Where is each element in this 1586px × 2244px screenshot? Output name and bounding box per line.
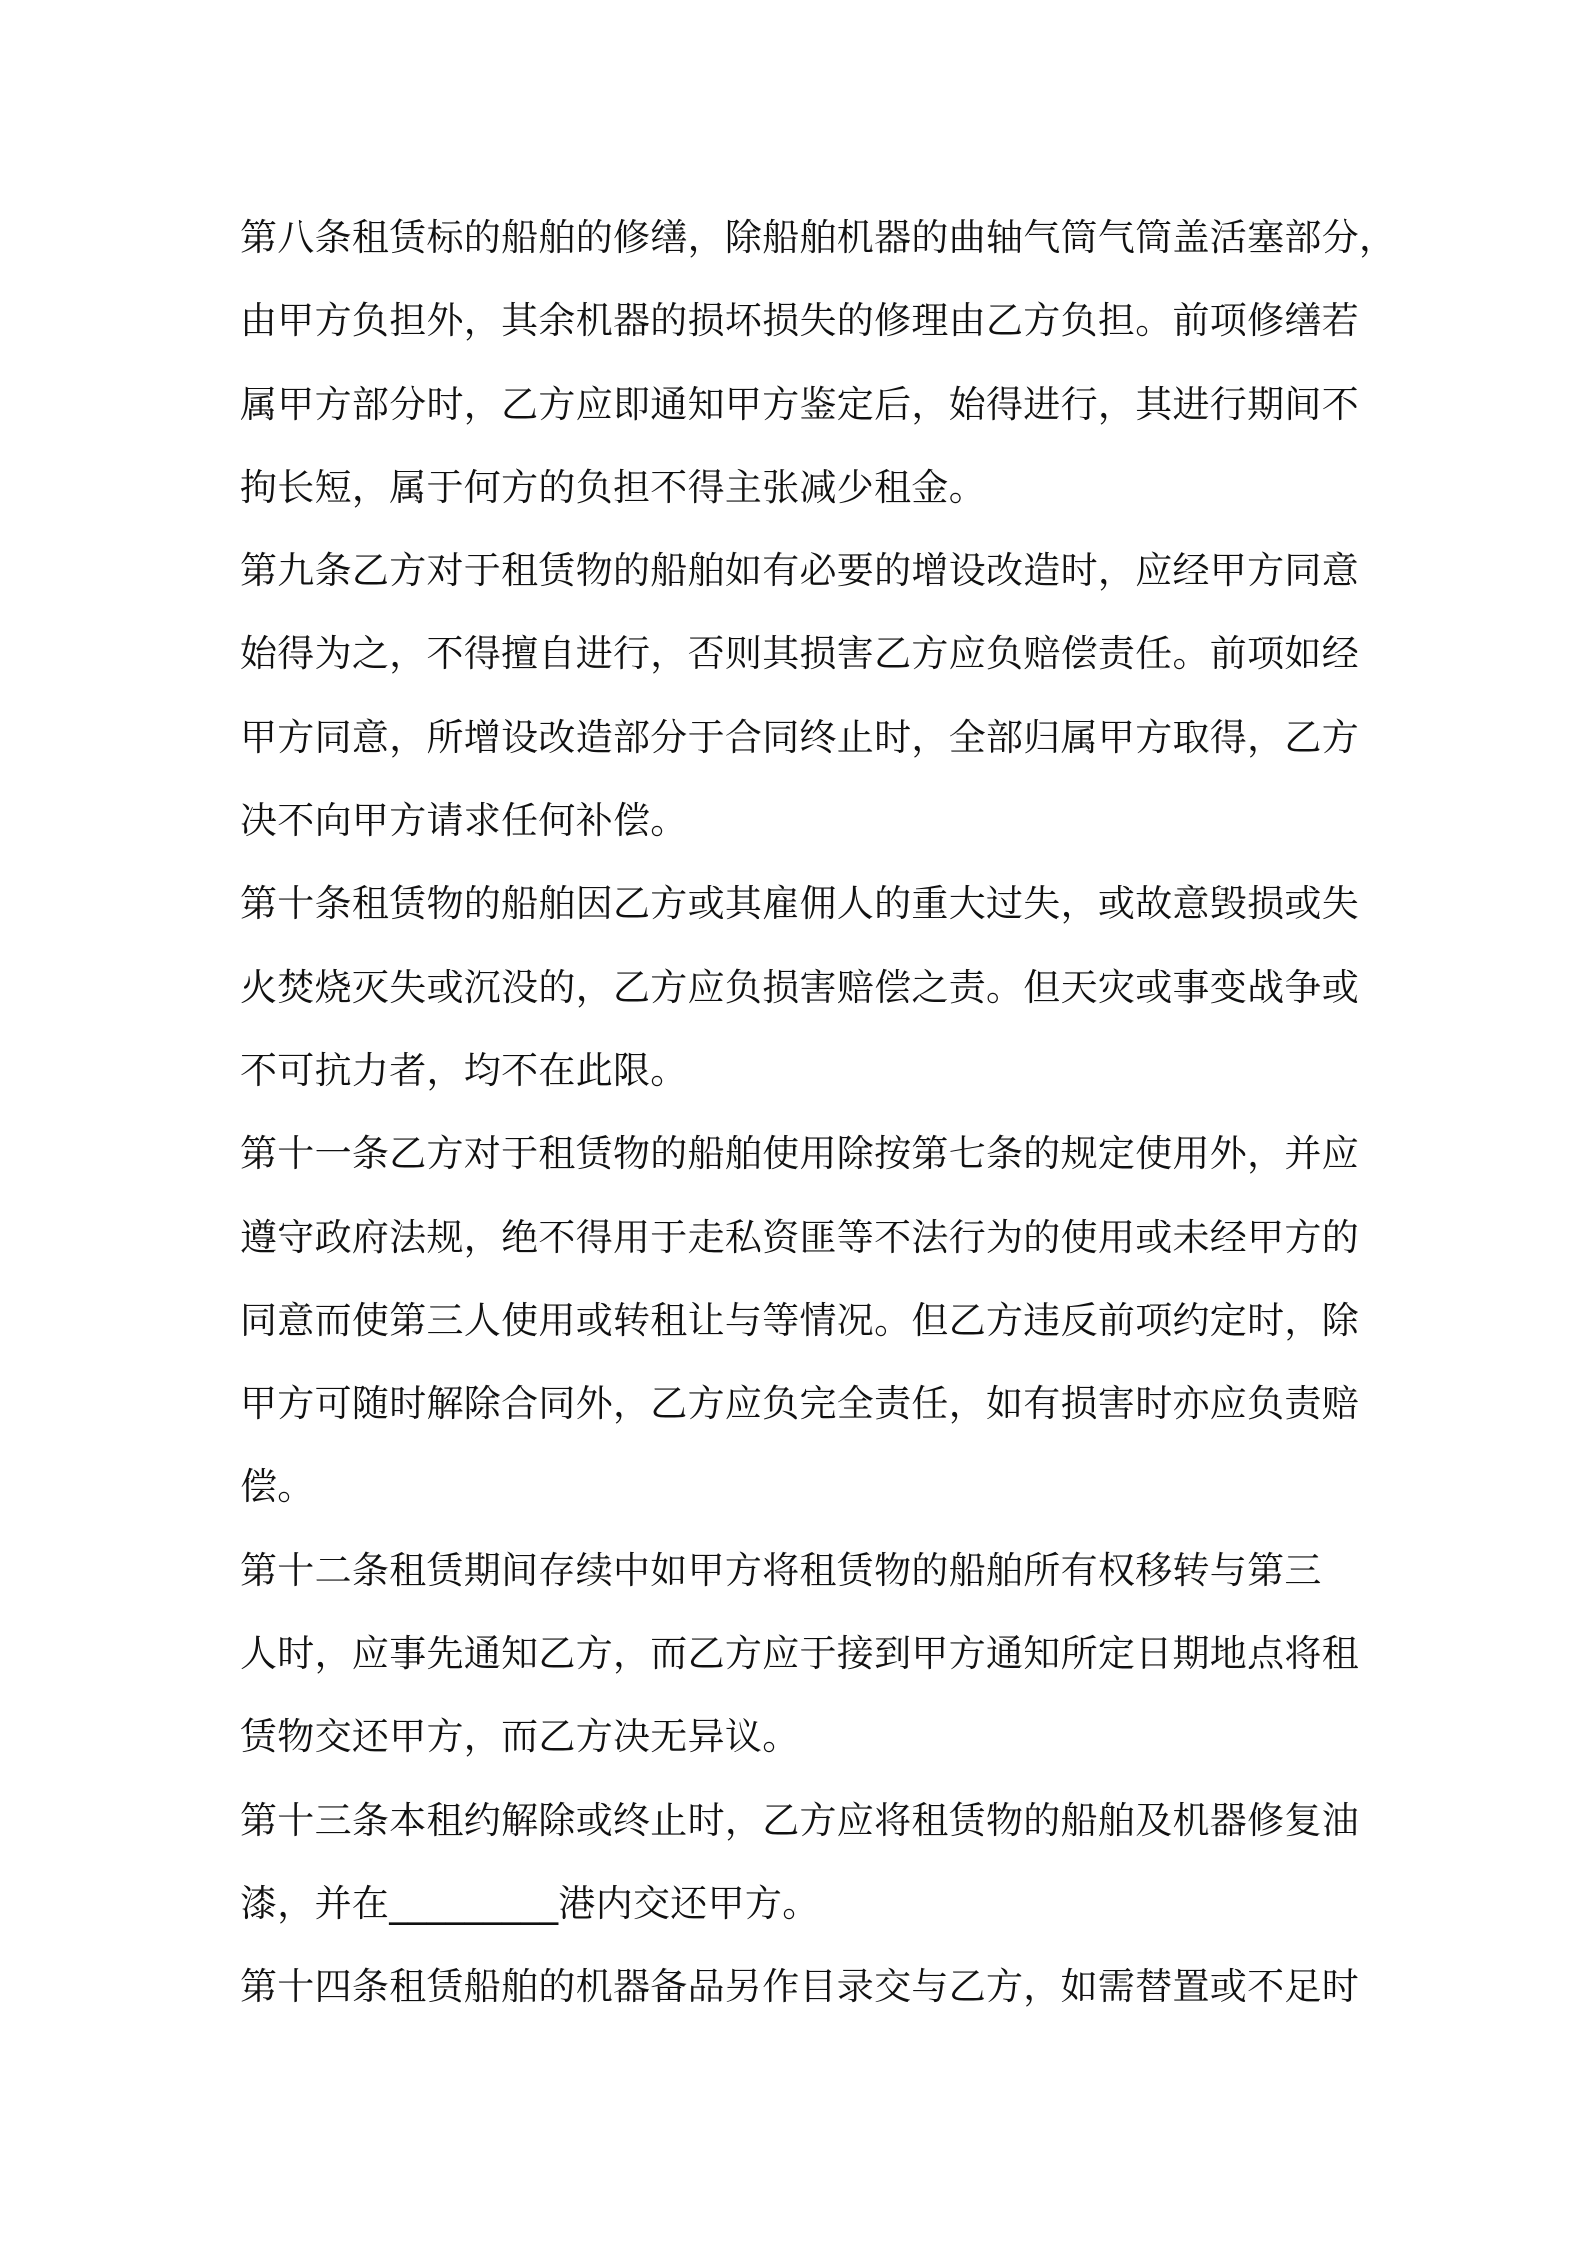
text-line: 火焚烧灭失或沉没的，乙方应负损害赔偿之责。但天灾或事变战争或 <box>240 965 1359 1009</box>
text-line: 第十一条乙方对于租赁物的船舶使用除按第七条的规定使用外，并应 <box>240 1132 1359 1176</box>
text-line: 同意而使第三人使用或转租让与等情况。但乙方违反前项约定时，除 <box>240 1298 1359 1342</box>
text-line: 第八条租赁标的船舶的修缮，除船舶机器的曲轴气筒气筒盖活塞部分， <box>240 216 1397 259</box>
contract-text <box>240 196 1397 2029</box>
text-line: 第十三条本租约解除或终止时，乙方应将租赁物的船舶及机器修复油 <box>240 1798 1359 1842</box>
text-line: 偿。 <box>240 1465 315 1509</box>
text-line: 第十条租赁物的船舶因乙方或其雇佣人的重大过失，或故意毁损或失 <box>240 882 1359 926</box>
text-line: 拘长短，属于何方的负担不得主张减少租金。 <box>240 465 986 509</box>
text-line: 由甲方负担外，其余机器的损坏损失的修理由乙方负担。前项修缮若 <box>240 299 1359 343</box>
text-line: 遵守政府法规，绝不得用于走私资匪等不法行为的使用或未经甲方的 <box>240 1215 1359 1259</box>
text-line: 决不向甲方请求任何补偿。 <box>240 799 688 843</box>
text-line: 第十二条租赁期间存续中如甲方将租赁物的船舶所有权移转与第三 <box>240 1548 1322 1592</box>
text-line: 不可抗力者，均不在此限。 <box>240 1048 688 1092</box>
text-line: 甲方同意，所增设改造部分于合同终止时，全部归属甲方取得，乙方 <box>240 715 1359 759</box>
text-line: 漆，并在_________港内交还甲方。 <box>240 1881 820 1925</box>
text-line: 甲方可随时解除合同外，乙方应负完全责任，如有损害时亦应负责赔 <box>240 1382 1359 1426</box>
text-line: 赁物交还甲方，而乙方决无异议。 <box>240 1715 800 1759</box>
text-line: 第十四条租赁船舶的机器备品另作目录交与乙方，如需替置或不足时 <box>240 1965 1359 2009</box>
text-line: 始得为之，不得擅自进行，否则其损害乙方应负赔偿责任。前项如经 <box>240 632 1359 676</box>
text-line: 第九条乙方对于租赁物的船舶如有必要的增设改造时，应经甲方同意 <box>240 549 1359 593</box>
text-line: 人时，应事先通知乙方，而乙方应于接到甲方通知所定日期地点将租 <box>240 1632 1359 1676</box>
text-line: 属甲方部分时，乙方应即通知甲方鉴定后，始得进行，其进行期间不 <box>240 382 1359 426</box>
